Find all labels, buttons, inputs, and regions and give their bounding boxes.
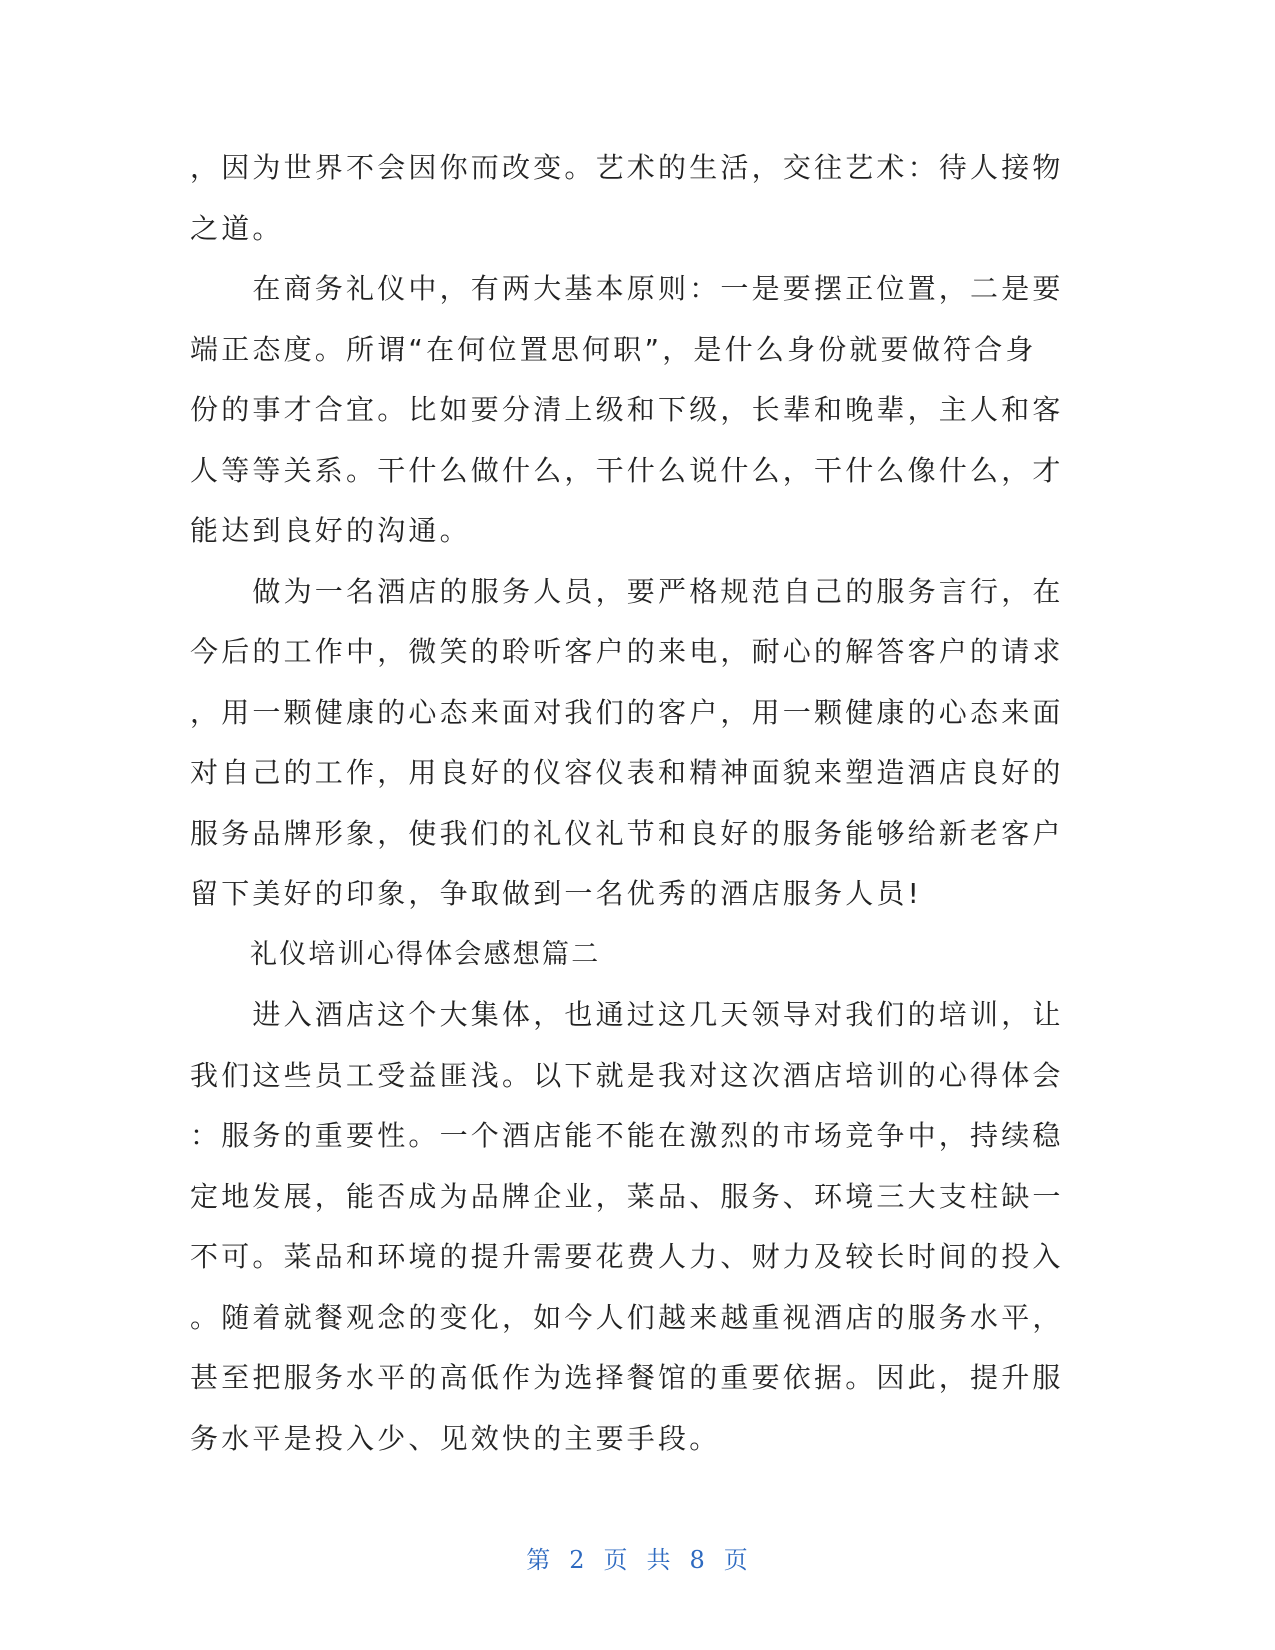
body-line: 务水平是投入少、见效快的主要手段。 <box>190 1421 721 1455</box>
body-line: ，因为世界不会因你而改变。艺术的生活，交往艺术：待人接物 <box>190 151 1064 184</box>
footer-suffix: 页 <box>723 1546 749 1574</box>
footer-total-label: 共 <box>646 1546 672 1574</box>
body-line: 对自己的工作，用良好的仪容仪表和精神面貌来塑造酒店良好的 <box>190 756 1064 789</box>
body-line: 端正态度。所谓“在何位置思何职”，是什么身份就要做符合身 <box>190 332 1037 366</box>
body-line: 能达到良好的沟通。 <box>190 514 471 547</box>
body-line: 。随着就餐观念的变化，如今人们越来越重视酒店的服务水平， <box>190 1300 1064 1334</box>
body-line: 定地发展，能否成为品牌企业，菜品、服务、环境三大支柱缺一 <box>190 1179 1064 1213</box>
body-line: ：服务的重要性。一个酒店能不能在激烈的市场竞争中，持续稳 <box>190 1119 1064 1152</box>
body-line: 留下美好的印象，争取做到一名优秀的酒店服务人员! <box>190 877 923 910</box>
body-line: 不可。菜品和环境的提升需要花费人力、财力及较长时间的投入 <box>190 1240 1064 1273</box>
body-line: 人等等关系。干什么做什么，干什么说什么，干什么像什么，才 <box>190 453 1064 487</box>
body-line: 在商务礼仪中，有两大基本原则：一是要摆正位置，二是要 <box>190 272 1064 305</box>
section-heading: 礼仪培训心得体会感想篇二 <box>250 938 601 970</box>
body-line: 进入酒店这个大集体，也通过这几天领导对我们的培训，让 <box>190 998 1064 1031</box>
footer-prefix: 第 <box>526 1546 552 1574</box>
body-line: 服务品牌形象，使我们的礼仪礼节和良好的服务能够给新老客户 <box>190 816 1064 850</box>
body-line: ，用一颗健康的心态来面对我们的客户，用一颗健康的心态来面 <box>190 695 1064 729</box>
footer-middle: 页 <box>603 1546 629 1574</box>
body-line: 甚至把服务水平的高低作为选择餐馆的重要依据。因此，提升服 <box>190 1361 1064 1394</box>
current-page-number: 2 <box>569 1546 586 1574</box>
page-footer <box>0 1540 1275 1575</box>
body-line: 做为一名酒店的服务人员，要严格规范自己的服务言行，在 <box>190 574 1064 608</box>
total-page-number: 8 <box>689 1546 706 1574</box>
body-line: 我们这些员工受益匪浅。以下就是我对这次酒店培训的心得体会 <box>190 1058 1064 1092</box>
body-line: 份的事才合宜。比如要分清上级和下级，长辈和晚辈，主人和客 <box>190 393 1064 426</box>
body-line: 之道。 <box>190 211 284 245</box>
body-line: 今后的工作中，微笑的聆听客户的来电，耐心的解答客户的请求 <box>190 635 1064 668</box>
document-body <box>190 138 1070 1469</box>
